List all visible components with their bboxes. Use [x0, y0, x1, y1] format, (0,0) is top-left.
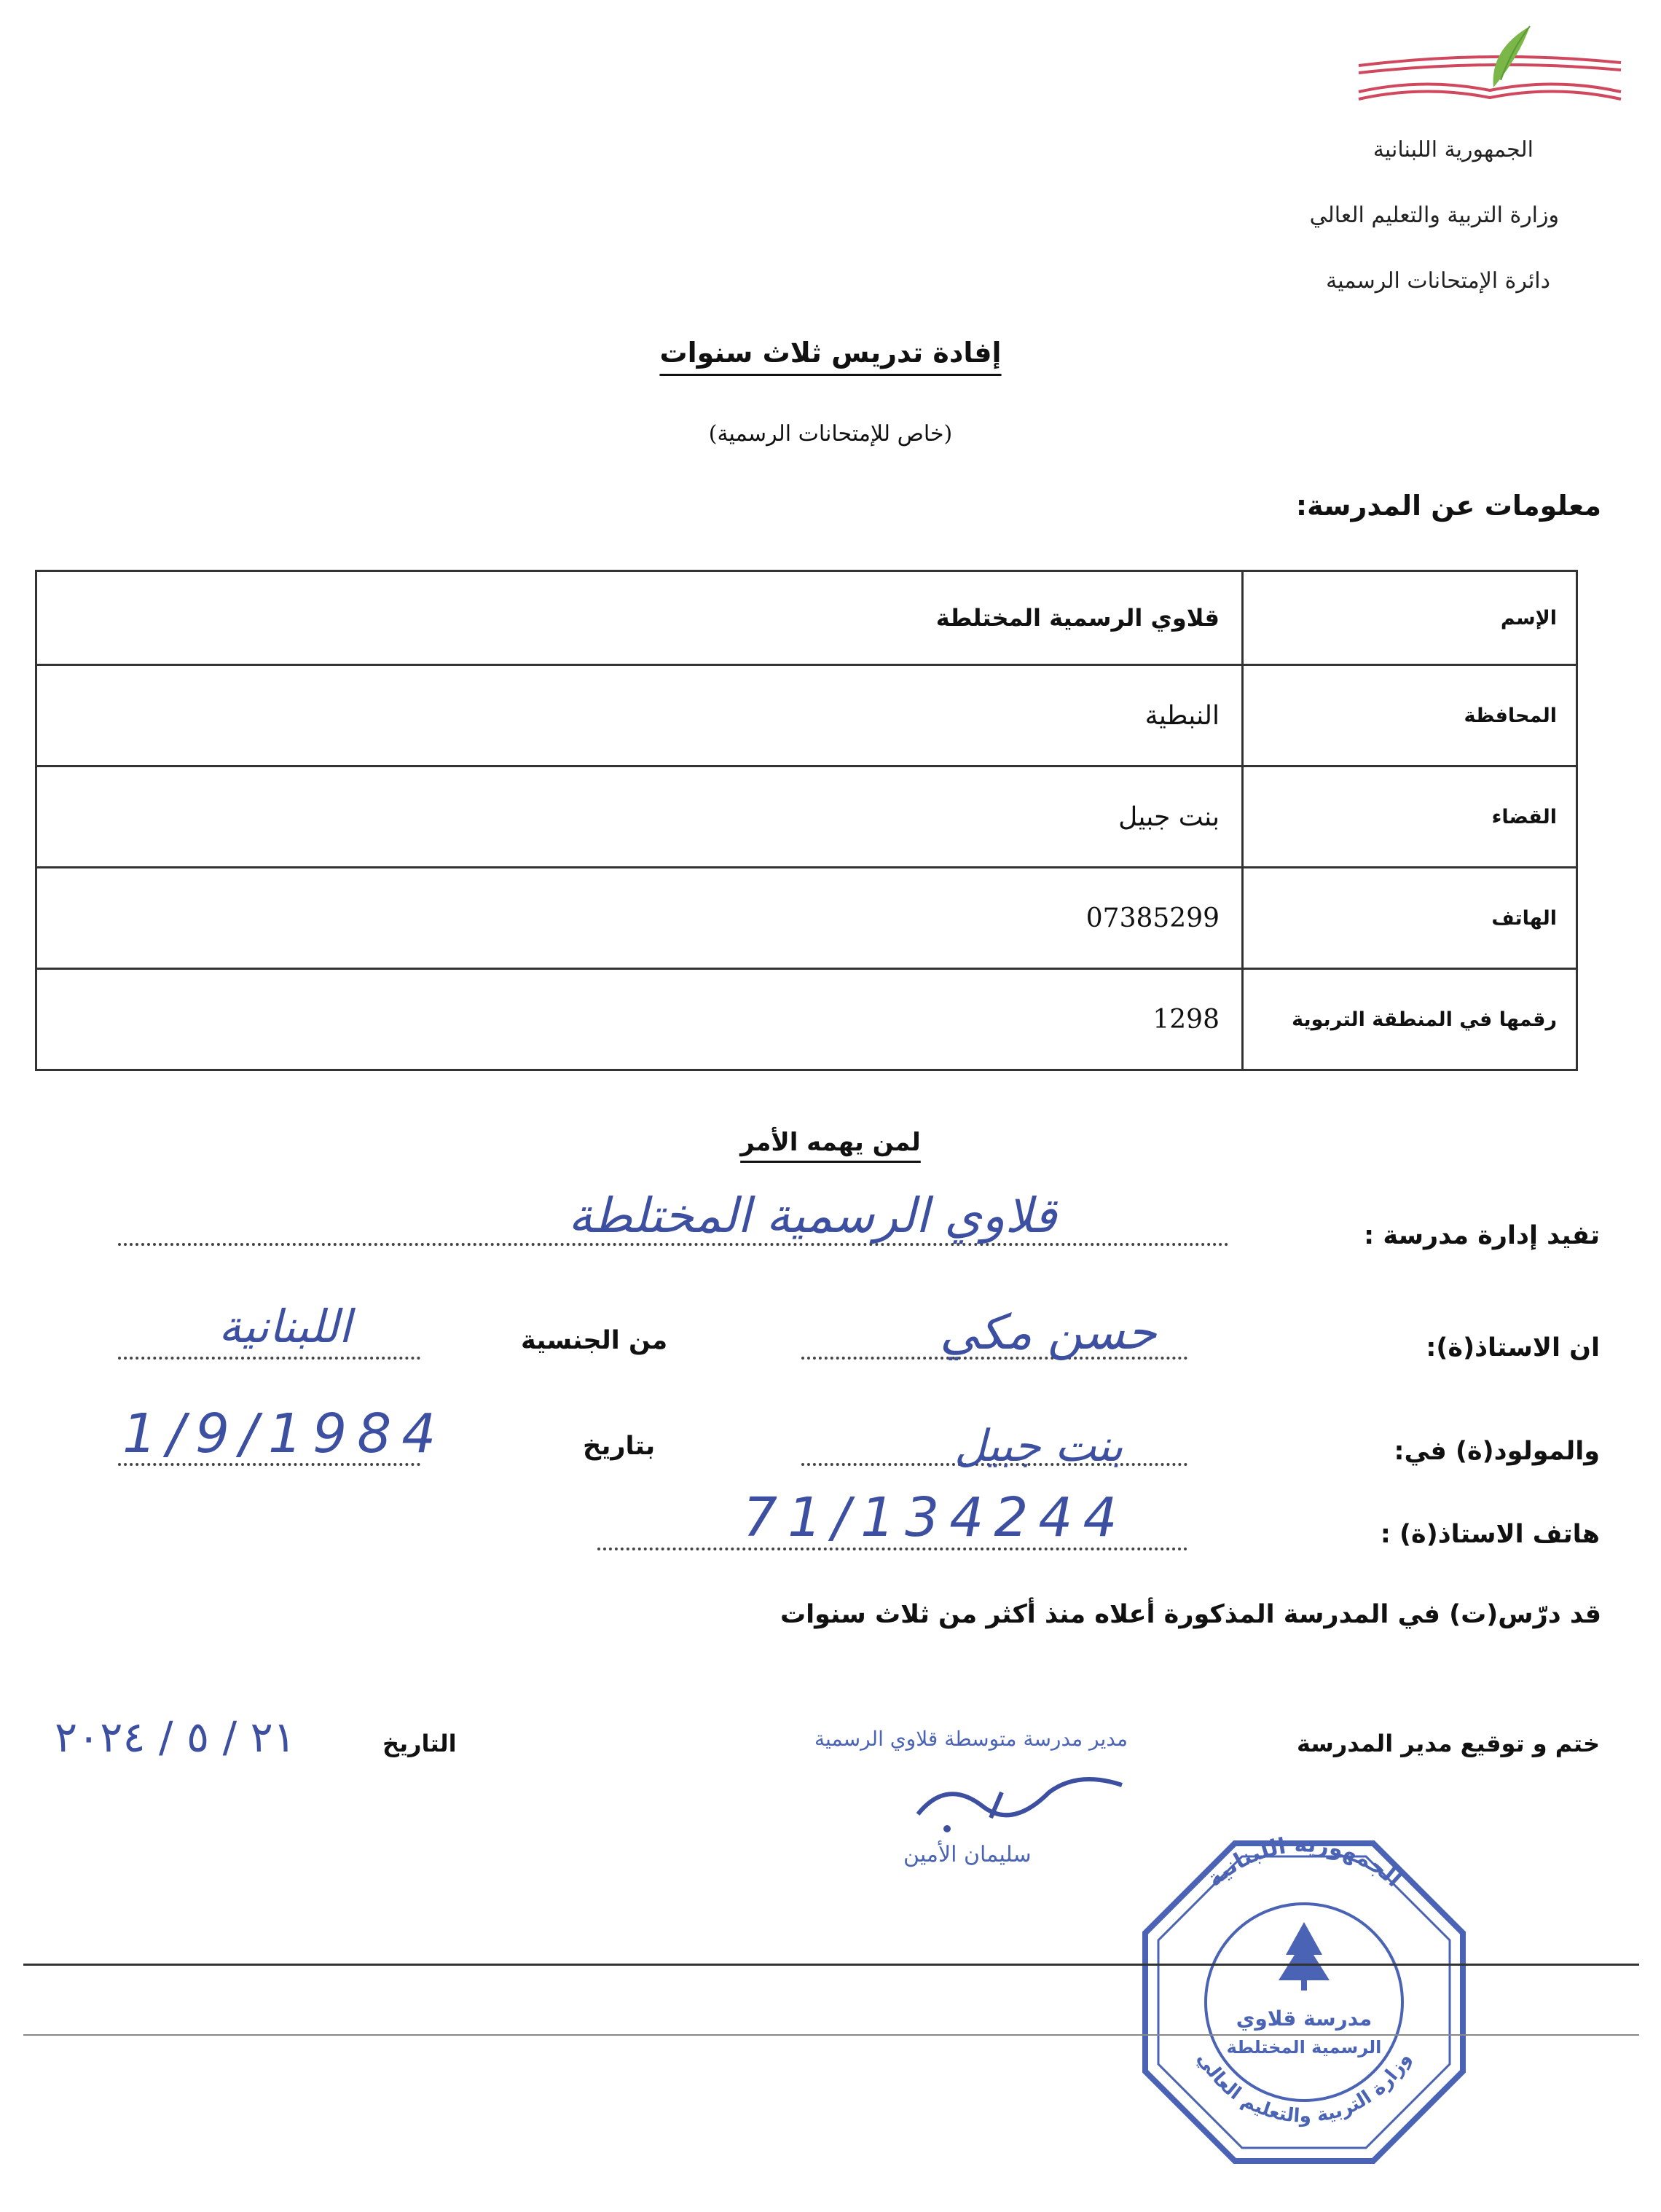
- teacher-handwriting: حسن مكي: [940, 1304, 1157, 1360]
- to-whom-it-may-concern: لمن يهمه الأمر: [740, 1128, 921, 1157]
- footer-divider-secondary: [23, 2034, 1639, 2036]
- school-info-table: [35, 570, 1578, 1071]
- born-in-label: والمولود(ة) في:: [1394, 1437, 1600, 1466]
- value-district: بنت جبيل: [36, 766, 1243, 868]
- label-phone: الهاتف: [1243, 868, 1577, 969]
- value-governorate: النبطية: [36, 665, 1243, 766]
- svg-text:الجمهورية اللبنانية: الجمهورية اللبنانية: [1201, 1835, 1407, 1893]
- date-handwriting: ٢١ / ٥ / ٢٠٢٤: [55, 1712, 296, 1762]
- footer-divider: [23, 1964, 1639, 1966]
- republic-name: الجمهورية اللبنانية: [1373, 137, 1534, 162]
- teacher-label: ان الاستاذ(ة):: [1426, 1333, 1600, 1362]
- school-admin-label: تفيد إدارة مدرسة :: [1364, 1221, 1600, 1250]
- value-school-name: قلاوي الرسمية المختلطة: [36, 571, 1243, 665]
- teacher-phone-label: هاتف الاستاذ(ة) :: [1380, 1520, 1600, 1549]
- table-row: [36, 665, 1577, 766]
- born-in-handwriting: بنت جبيل: [954, 1421, 1123, 1472]
- label-name: الإسم: [1243, 571, 1577, 665]
- ministry-book-logo: [1344, 20, 1628, 115]
- principal-signature-label: ختم و توقيع مدير المدرسة: [1296, 1730, 1600, 1757]
- table-row: [36, 766, 1577, 868]
- svg-text:الرسمية المختلطة: الرسمية المختلطة: [1226, 2037, 1382, 2058]
- ministry-name: وزارة التربية والتعليم العالي: [1309, 203, 1559, 228]
- director-signature: [903, 1763, 1136, 1843]
- label-governorate: المحافظة: [1243, 665, 1577, 766]
- date-label: التاريخ: [382, 1730, 457, 1757]
- table-row: [36, 969, 1577, 1070]
- nationality-label: من الجنسية: [521, 1326, 668, 1355]
- document-subtitle: (خاص للإمتحانات الرسمية): [708, 421, 953, 447]
- table-row: [36, 571, 1577, 665]
- nationality-line: [118, 1357, 420, 1360]
- value-phone: 07385299: [36, 868, 1243, 969]
- school-info-heading: معلومات عن المدرسة:: [1295, 490, 1601, 522]
- teaching-statement: قد درّس(ت) في المدرسة المذكورة أعلاه منذ أكثر من ثلاث سنوات: [780, 1600, 1601, 1629]
- official-school-stamp: [1136, 1835, 1472, 2170]
- teacher-phone-handwriting: 71/134244: [743, 1486, 1128, 1549]
- birth-date-label: بتاريخ: [583, 1432, 656, 1461]
- table-row: [36, 868, 1577, 969]
- nationality-handwriting: اللبنانية: [219, 1300, 352, 1353]
- svg-text:وزارة التربية والتعليم العالي: وزارة التربية والتعليم العالي: [1193, 2048, 1415, 2127]
- school-admin-handwriting: قلاوي الرسمية المختلطة: [568, 1188, 1057, 1244]
- label-district: القضاء: [1243, 766, 1577, 868]
- label-region-number: رقمها في المنطقة التربوية: [1243, 969, 1577, 1070]
- birth-date-handwriting: 1/9/1984: [122, 1403, 447, 1465]
- department-name: دائرة الإمتحانات الرسمية: [1326, 268, 1550, 294]
- director-title-stamp: مدير مدرسة متوسطة قلاوي الرسمية: [814, 1727, 1128, 1751]
- director-name-stamp: سليمان الأمين: [903, 1842, 1032, 1867]
- svg-text:مدرسة قلاوي: مدرسة قلاوي: [1236, 2007, 1373, 2031]
- document-title: إفادة تدريس ثلاث سنوات: [659, 337, 1002, 369]
- value-region-number: 1298: [36, 969, 1243, 1070]
